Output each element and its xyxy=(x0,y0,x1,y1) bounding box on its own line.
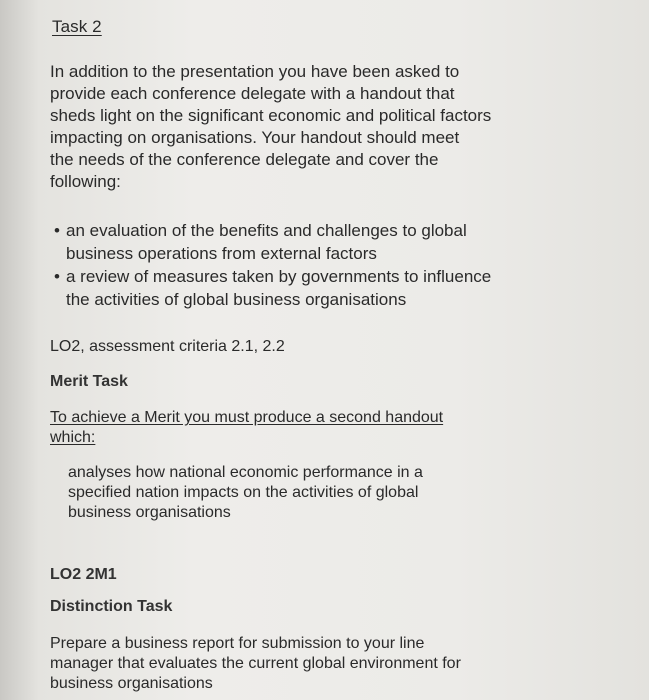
distinction-body-line: manager that evaluates the current global environment for xyxy=(50,655,461,672)
bullet-dot-icon: • xyxy=(54,221,60,240)
bullet-line: a review of measures taken by governments to influence xyxy=(66,267,492,286)
bullet-line: the activities of global business organisations xyxy=(66,290,407,309)
distinction-heading: Distinction Task xyxy=(50,598,173,615)
merit-body-line: analyses how national economic performance in a xyxy=(68,464,423,481)
distinction-body-line: Prepare a business report for submission to your line xyxy=(50,635,425,652)
bullet-line: business operations from external factors xyxy=(66,244,377,263)
lo2-2m1-label: LO2 2M1 xyxy=(50,566,117,583)
bullet-line: an evaluation of the benefits and challenges to global xyxy=(66,221,467,240)
intro-line: provide each conference delegate with a handout that xyxy=(50,84,455,103)
merit-heading: Merit Task xyxy=(50,373,128,390)
merit-instruction-line: which: xyxy=(50,429,96,446)
merit-instruction xyxy=(50,408,443,448)
merit-body-line: business organisations xyxy=(68,504,231,521)
intro-line: In addition to the presentation you have been asked to xyxy=(50,62,460,81)
merit-instruction-line: To achieve a Merit you must produce a second handout xyxy=(50,409,444,426)
intro-line: sheds light on the significant economic and political factors xyxy=(50,106,492,125)
distinction-body xyxy=(50,634,461,694)
distinction-body-line: business organisations xyxy=(50,675,213,692)
bullet-list xyxy=(48,219,618,311)
intro-line: the needs of the conference delegate and cover the xyxy=(50,150,439,169)
bullet-item xyxy=(48,219,618,265)
task-title: Task 2 xyxy=(52,17,102,36)
merit-body-line: specified nation impacts on the activities of global xyxy=(68,484,419,501)
intro-line: following: xyxy=(50,172,121,191)
merit-body xyxy=(68,463,423,523)
bullet-dot-icon: • xyxy=(54,267,60,286)
bullet-item xyxy=(48,265,618,311)
intro-line: impacting on organisations. Your handout should meet xyxy=(50,128,460,147)
intro-paragraph xyxy=(50,61,610,193)
assessment-criteria: LO2, assessment criteria 2.1, 2.2 xyxy=(50,338,285,355)
